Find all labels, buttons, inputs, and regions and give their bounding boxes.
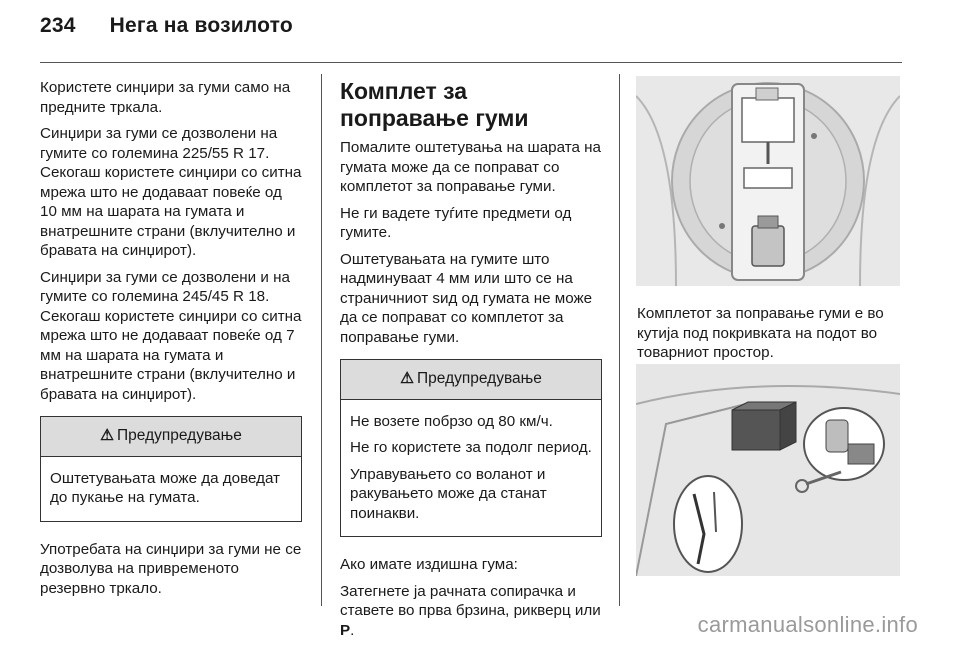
illustration-trunk-floor xyxy=(636,76,900,286)
section-heading: Комплет за поправање гуми xyxy=(340,78,529,131)
paragraph: Користете синџири за гуми само на предните тркала. xyxy=(40,79,291,116)
trunk-floor-drawing xyxy=(636,76,900,286)
paragraph: Ако имате издишна гума: xyxy=(340,556,518,573)
warning-body xyxy=(341,400,601,537)
warning-box xyxy=(340,359,602,537)
paragraph: Употребата на синџири за гуми не се дозволува на привременото резервно тркало. xyxy=(40,540,302,597)
repair-kit-drawing xyxy=(636,364,900,576)
warning-title: Предупредување xyxy=(117,427,242,444)
column-divider-2 xyxy=(619,74,620,606)
column-1 xyxy=(40,78,302,605)
paragraph: Оштетувањата на гумите што надминуваат 4 мм или што се на страничниот ѕид од гумата не може да се поправат со комплетот за поправање гуми. xyxy=(340,250,593,346)
warning-icon: ⚠ xyxy=(400,370,415,387)
column-3-caption xyxy=(637,304,903,370)
paragraph: Не ги вадете туѓите предмети од гумите. xyxy=(340,204,572,241)
text-run: Затегнете ја рачната сопирачка и ставете во прва брзина, рикверц или xyxy=(340,582,601,619)
paragraph xyxy=(340,582,602,641)
warning-body xyxy=(41,457,301,521)
page-header xyxy=(40,14,293,38)
illustration-caption: Комплетот за поправање гуми е во кутија под покривката на подот во товарниот простор. xyxy=(637,305,884,361)
warning-title-bar xyxy=(41,417,301,457)
paragraph: Синџири за гуми се дозволени и на гумите со големина 245/45 R 18. Секогаш користете синџири со ситна мрежа што не додаваат повеќе од 7 мм на шарата на гумата и внатрешните страни (вклучително и бравата на синџирот). xyxy=(40,268,302,403)
warning-icon: ⚠ xyxy=(100,427,115,444)
warning-line: Не возете побрзо од 80 км/ч. xyxy=(350,412,553,430)
warning-text: Оштетувањата може да доведат до пукање на гумата. xyxy=(50,469,281,506)
watermark: carmanualsonline.info xyxy=(697,612,918,637)
text-run: . xyxy=(350,621,355,639)
column-divider-1 xyxy=(321,74,322,606)
paragraph: Синџири за гуми се дозволени на гумите со големина 225/55 R 17. Секогаш користете синџири со ситна мрежа што не додаваат повеќе од 10 мм на шарата на гумата и внатрешните страни (вклучително и бравата на синџирот). xyxy=(40,125,302,259)
column-2 xyxy=(340,78,602,647)
warning-box xyxy=(40,416,302,522)
illustration-repair-kit xyxy=(636,364,900,576)
paragraph: Помалите оштетувања на шарата на гумата може да се поправат со комплетот за поправање гуми. xyxy=(340,139,602,195)
page-number: 234 xyxy=(40,14,76,37)
header-rule xyxy=(40,62,902,63)
page-title: Нега на возилото xyxy=(109,14,293,37)
warning-title-bar xyxy=(341,360,601,400)
gear-p-label: P xyxy=(340,621,351,639)
warning-line: Не го користете за подолг период. xyxy=(350,439,592,456)
warning-title: Предупредување xyxy=(417,370,542,387)
warning-line: Управувањето со воланот и ракувањето може да станат поинакви. xyxy=(350,465,547,522)
